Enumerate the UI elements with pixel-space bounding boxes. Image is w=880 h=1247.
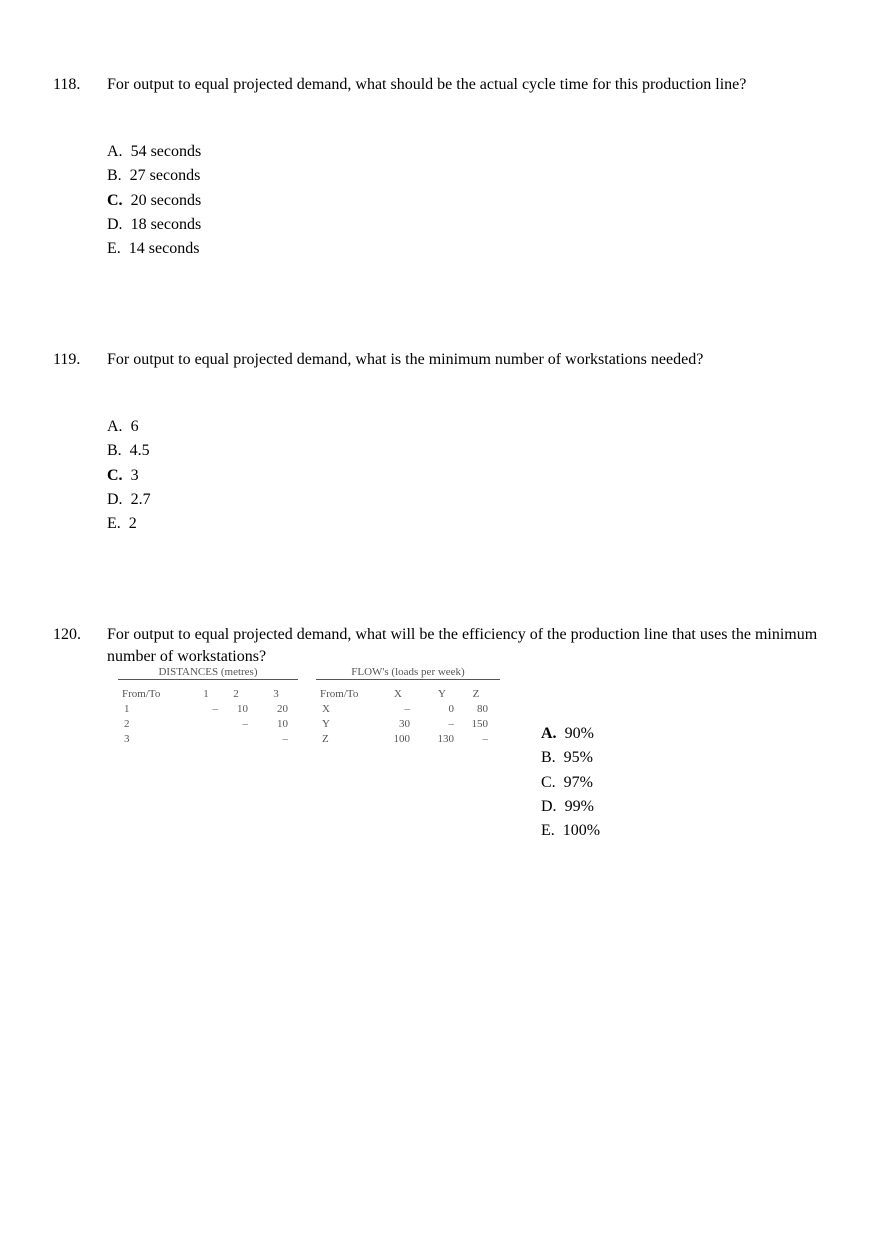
option-text: 2 <box>128 515 137 533</box>
table-header-cell: From/To <box>122 688 161 700</box>
option-letter: D. <box>107 215 123 233</box>
table-cell: – <box>282 733 288 745</box>
option-text: 90% <box>564 725 594 742</box>
option-letter: C. <box>541 773 556 791</box>
table-header-cell: 1 <box>203 688 209 700</box>
option-text: 18 seconds <box>130 215 202 233</box>
option-letter: E. <box>107 515 121 533</box>
question-number: 118. <box>53 76 81 93</box>
table-cell: 150 <box>471 718 488 730</box>
answer-option <box>541 722 594 746</box>
table-cell: 10 <box>237 703 248 715</box>
table-cell: 10 <box>277 718 288 730</box>
table-header-cell: From/To <box>320 688 359 700</box>
table-cell: 20 <box>277 703 288 715</box>
table-title: FLOW's (loads per week) <box>316 666 500 680</box>
answer-option <box>107 512 137 536</box>
table-cell: – <box>242 718 248 730</box>
question-text: For output to equal projected demand, what will be the efficiency of the production line that uses the minimum number of workstations? <box>107 626 818 665</box>
answer-option <box>107 439 150 463</box>
table-header-cell: 3 <box>273 688 279 700</box>
table-cell: Z <box>322 733 329 745</box>
table-cell: X <box>322 703 330 715</box>
option-text: 4.5 <box>129 442 150 460</box>
option-text: 20 seconds <box>130 191 202 209</box>
question-number: 120. <box>53 626 81 643</box>
table-cell: 3 <box>124 733 130 745</box>
option-text: 14 seconds <box>128 240 200 258</box>
answer-option <box>107 415 139 439</box>
table-cell: – <box>212 703 218 715</box>
option-text: 6 <box>130 418 139 435</box>
table-cell: 0 <box>448 703 454 715</box>
option-letter: A. <box>107 418 123 435</box>
table-header-cell: Z <box>472 688 480 700</box>
option-text: 97% <box>563 773 593 791</box>
question-number: 119. <box>53 351 81 368</box>
option-text: 100% <box>562 822 601 840</box>
table-cell: 1 <box>124 703 130 715</box>
table-cell: 30 <box>399 718 410 730</box>
answer-option <box>107 237 199 261</box>
answer-option <box>107 213 201 237</box>
table-cell: 130 <box>437 733 454 745</box>
answer-option <box>541 771 593 795</box>
question-text: For output to equal projected demand, what should be the actual cycle time for this production line? <box>107 76 747 93</box>
answer-option <box>107 464 139 488</box>
option-letter: D. <box>107 490 123 508</box>
table-header-cell: 2 <box>233 688 239 700</box>
option-text: 2.7 <box>130 490 151 508</box>
answer-option <box>107 189 201 213</box>
table-title: DISTANCES (metres) <box>118 666 298 680</box>
distances-table <box>118 666 298 756</box>
answer-option <box>107 164 200 188</box>
option-text: 27 seconds <box>129 167 201 185</box>
answer-option <box>541 746 593 770</box>
table-header-cell: Y <box>438 688 446 700</box>
option-letter: C. <box>107 466 123 484</box>
option-letter: A. <box>107 143 123 160</box>
option-text: 95% <box>563 749 593 767</box>
option-letter: A. <box>541 725 557 742</box>
table-cell: 2 <box>124 718 130 730</box>
table-cell: – <box>448 718 454 730</box>
option-letter: C. <box>107 191 123 209</box>
answer-option <box>107 140 201 164</box>
table-cell: – <box>482 733 488 745</box>
option-letter: E. <box>541 822 555 840</box>
option-letter: B. <box>541 749 556 767</box>
option-text: 99% <box>564 797 594 815</box>
table-cell: 80 <box>477 703 488 715</box>
question-text: For output to equal projected demand, what is the minimum number of workstations needed? <box>107 351 704 368</box>
table-cell: – <box>404 703 410 715</box>
option-text: 3 <box>130 466 139 484</box>
answer-option <box>541 819 600 843</box>
option-letter: B. <box>107 442 122 460</box>
table-header-cell: X <box>394 688 402 700</box>
answer-option <box>541 795 594 819</box>
option-letter: B. <box>107 167 122 185</box>
table-cell: Y <box>322 718 330 730</box>
option-letter: D. <box>541 797 557 815</box>
answer-option <box>107 488 151 512</box>
table-cell: 100 <box>393 733 410 745</box>
option-letter: E. <box>107 240 121 258</box>
option-text: 54 seconds <box>130 143 202 160</box>
flows-table <box>316 666 500 756</box>
